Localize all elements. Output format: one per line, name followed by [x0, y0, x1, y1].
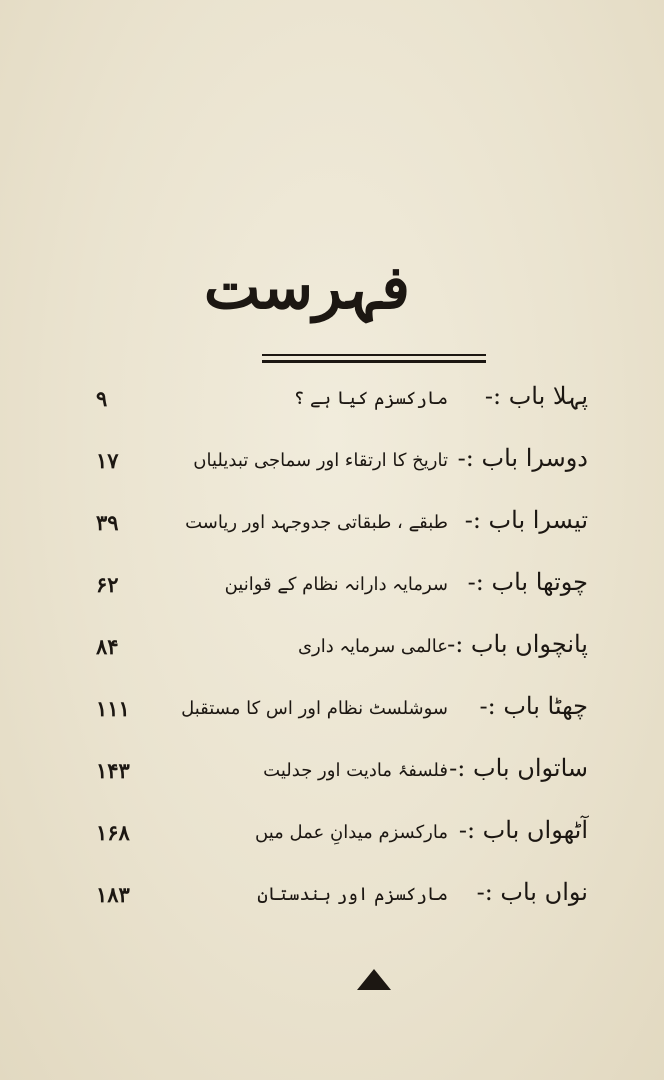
page-number: ۸۴: [96, 634, 119, 659]
toc-row-4: [96, 566, 588, 628]
page-number: ۶۲: [96, 572, 119, 597]
page-number: ۱۱۱: [96, 696, 130, 721]
toc-row-8: [96, 814, 588, 876]
chapter-title: سرمایہ دارانہ نظام کے قوانین: [224, 574, 448, 595]
chapter-label: ساتواں باب :-: [449, 754, 588, 782]
chapter-label: تیسرا باب :-: [464, 506, 588, 534]
chapter-title: فلسفۂ مادیت اور جدلیت: [263, 760, 448, 781]
toc-row-9: [96, 876, 588, 938]
chapter-label: دوسرا باب :-: [457, 444, 588, 472]
chapter-label: چوتھا باب :-: [467, 568, 588, 596]
chapter-label: آٹھواں باب :-: [458, 816, 588, 844]
chapter-label: پہلا باب :-: [484, 382, 588, 410]
chapter-label: نواں باب :-: [476, 878, 588, 906]
toc-row-7: [96, 752, 588, 814]
page-title: فہرست: [203, 253, 410, 323]
toc-row-6: [96, 690, 588, 752]
toc-row-5: [96, 628, 588, 690]
triangle-icon: [357, 969, 391, 990]
page-number: ۱۸۳: [96, 882, 130, 907]
chapter-title: مارکسزم میدانِ عمل میں: [255, 822, 448, 843]
page-number: ۱۶۸: [96, 820, 130, 845]
title-underline-double: [262, 360, 486, 363]
chapter-label: پانچواں باب :-: [447, 630, 588, 658]
chapter-title: تاریخ کا ارتقاء اور سماجی تبدیلیاں: [193, 450, 448, 471]
page-number: ۹: [96, 386, 108, 411]
chapter-label: چھٹا باب :-: [479, 692, 588, 720]
chapter-title: سوشلسٹ نظام اور اس کا مستقبل: [181, 698, 448, 719]
toc-row-2: [96, 442, 588, 504]
toc-row-1: [96, 380, 588, 442]
chapter-title: طبقے ، طبقاتی جدوجہد اور ریاست: [185, 512, 448, 533]
chapter-title: عالمی سرمایہ داری: [297, 636, 448, 657]
page-number: ۳۹: [96, 510, 119, 535]
chapter-title: مارکسزم کیا ہے ؟: [293, 388, 448, 409]
chapter-title: مارکسزم اور ہندستان: [257, 884, 448, 905]
table-of-contents: [96, 380, 588, 938]
page-number: ۱۴۳: [96, 758, 130, 783]
page-number: ۱۷: [96, 448, 119, 473]
title-underline: [262, 354, 486, 356]
toc-row-3: [96, 504, 588, 566]
